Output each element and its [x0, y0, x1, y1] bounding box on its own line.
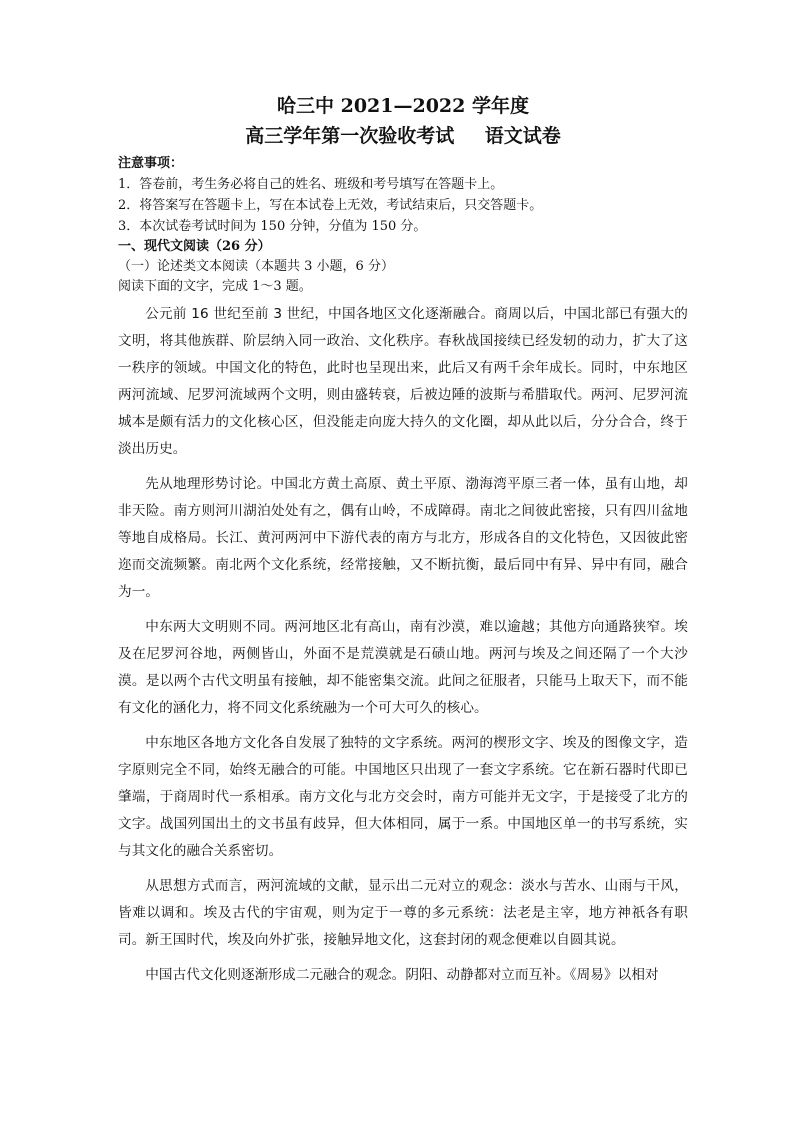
exam-subtitle: [118, 122, 688, 150]
reading-instruction: 阅读下面的文字，完成 1～3 题。: [118, 279, 312, 294]
passage-paragraph-3: 中东两大文明则不同。两河地区北有高山，南有沙漠，难以逾越；其他方向通路狭窄。埃及在尼罗河谷地，两侧皆山，外面不是荒漠就是石碛山地。两河与埃及之间还隔了一个大沙漠。是以两个古代文明虽有接触，却不能密集交流。此间之征服者，只能马上取天下，而不能有文化的涵化力，将不同文化系统融为一个可大可久的核心。: [118, 619, 688, 716]
exam-subtitle-main: 高三学年第一次验收考试: [245, 125, 455, 147]
exam-page: [118, 92, 688, 997]
passage-paragraph-2: 先从地理形势讨论。中国北方黄土高原、黄土平原、渤海湾平原三者一体，虽有山地，却非天险。南方则河川湖泊处处有之，偶有山岭，不成障碍。南北之间彼此密接，只有四川盆地等地自成格局。长江、黄河两河中下游代表的南方与北方，形成各自的文化特色，又因彼此密迩而交流频繁。南北两个文化系统，经常接触，又不断抗衡，最后同中有异、异中有同，融合为一。: [118, 476, 688, 600]
section-subheading: （一）论述类文本阅读（本题共 3 小题，6 分）: [118, 259, 394, 274]
section-heading: 一、现代文阅读（26 分）: [118, 239, 271, 254]
exam-subtitle-subject: 语文试卷: [484, 125, 561, 147]
notice-item-1: 1．答卷前，考生务必将自己的姓名、班级和考号填写在答题卡上。: [118, 177, 504, 192]
exam-title: 哈三中 2021—2022 学年度: [277, 95, 529, 117]
notice-heading: 注意事项：: [118, 156, 184, 171]
notice-item-3: 3．本次试卷考试时间为 150 分钟，分值为 150 分。: [118, 219, 427, 234]
notice-item-2: 2．将答案写在答题卡上，写在本试卷上无效，考试结束后，只交答题卡。: [118, 198, 543, 213]
passage-paragraph-6: 中国古代文化则逐渐形成二元融合的观念。阴阳、动静都对立而互补。《周易》以相对: [145, 967, 659, 983]
passage-paragraph-5: 从思想方式而言，两河流域的文献，显示出二元对立的观念：淡水与苦水、山雨与干风，皆难以调和。埃及古代的宇宙观，则为定于一尊的多元系统：法老是主宰，地方神祇各有职司。新王国时代，埃及向外扩张，接触异地文化，这套封闭的观念便难以自圆其说。: [118, 878, 688, 948]
passage-paragraph-1: 公元前 16 世纪至前 3 世纪，中国各地区文化逐渐融合。商周以后，中国北部已有强大的文明，将其他族群、阶层纳入同一政治、文化秩序。春秋战国接续已经发轫的动力，扩大了这一秩序的领域。中国文化的特色，此时也呈现出来，此后又有两千余年成长。同时，中东地区两河流域、尼罗河流域两个文明，则由盛转衰，后被边陲的波斯与希腊取代。两河、尼罗河流城本是颇有活力的文化核心区，但没能走向庞大持久的文化圈，却从此以后，分分合合，终于淡出历史。: [118, 306, 688, 457]
passage-paragraph-4: 中东地区各地方文化各自发展了独特的文字系统。两河的楔形文字、埃及的图像文字，造字原则完全不同，始终无融合的可能。中国地区只出现了一套文字系统。它在新石器时代即已肇端，于商周时代一系相承。南方文化与北方交会时，南方可能并无文字，于是接受了北方的文字。战国列国出土的文书虽有歧异，但大体相同，属于一系。中国地区单一的书写系统，实与其文化的融合关系密切。: [118, 735, 688, 859]
